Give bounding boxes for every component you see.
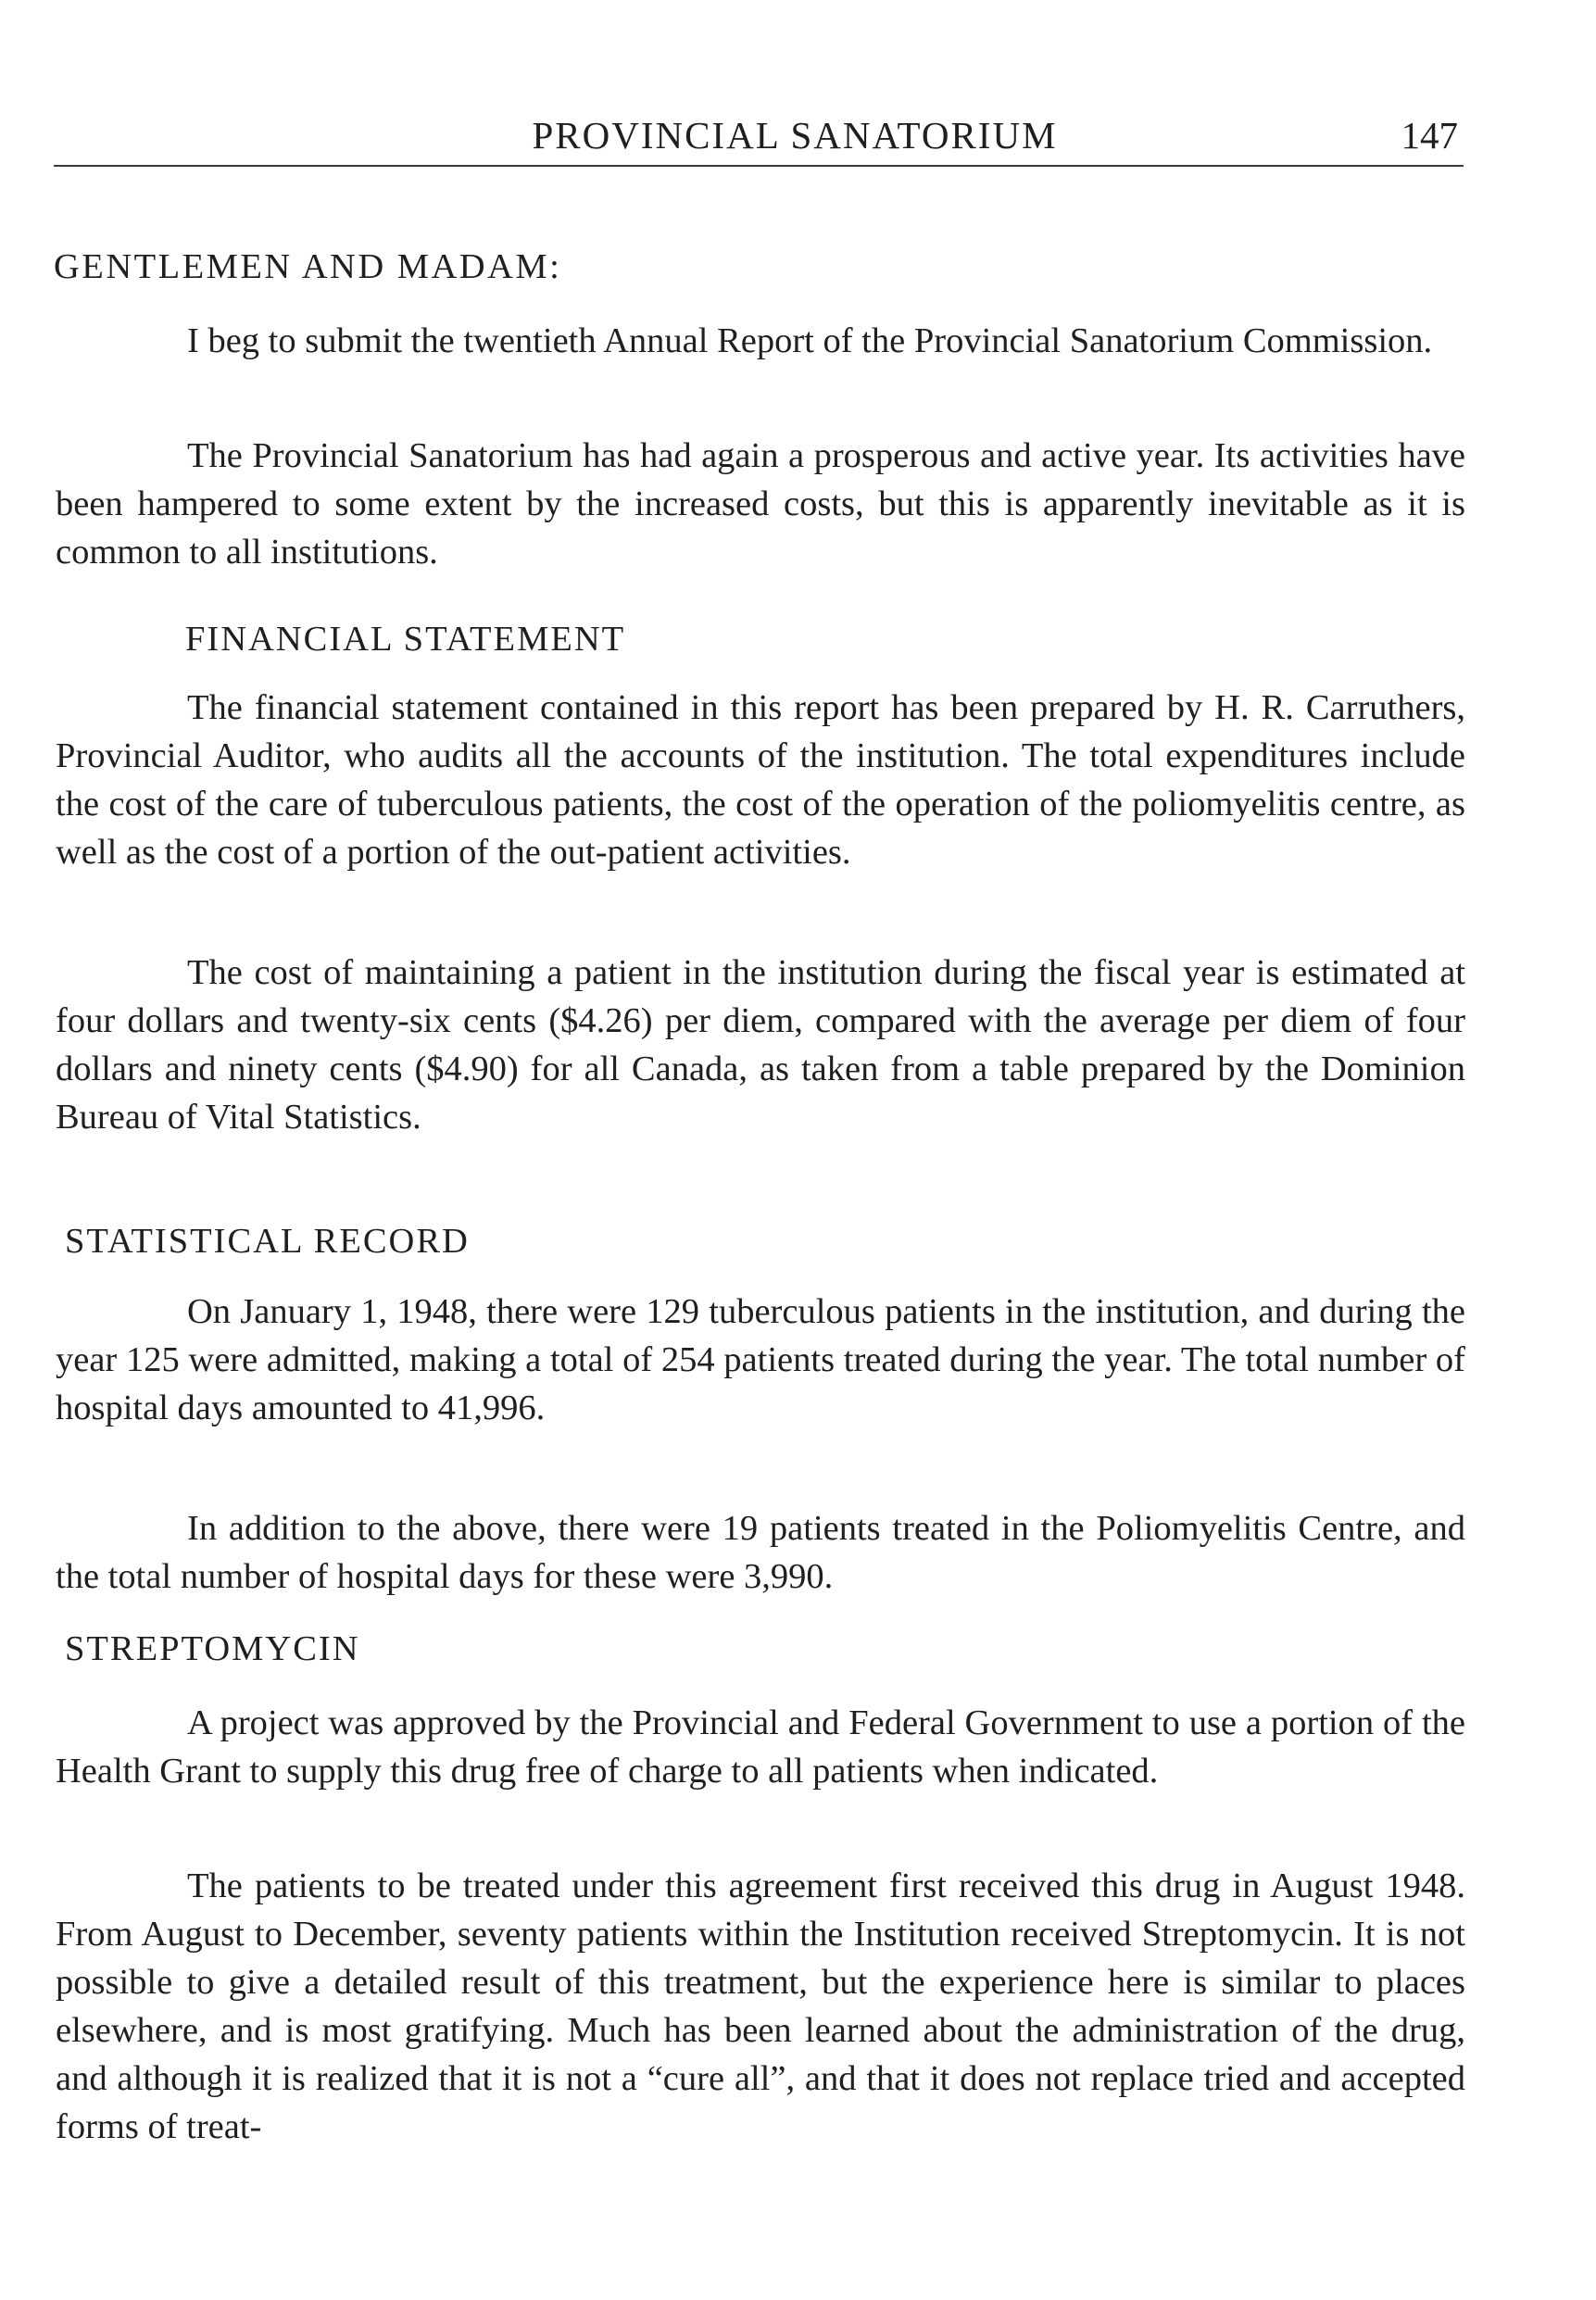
section-heading-statistical: STATISTICAL RECORD <box>65 1222 470 1261</box>
paragraph-patient-cost: The cost of maintaining a patient in the institution during the fiscal year is estimated at four dollars and twenty-six cents ($4.26) per diem, compared with the average per diem of four dollars and ninety cents ($4.90) for all Canada, as taken from a table prepared by the Dominion Bureau of Vital Statistics. <box>56 953 1465 1137</box>
paragraph-streptomycin-results: The patients to be treated under this agreement first received this drug in August 1948. From August to December, seventy patients within the Institution received Streptomycin. It is not possible to give a detailed result of this treatment, but the experience here is similar to places elsewhere, and is most gratifying. Much has been learned about the administration of the drug, and although it is realized that it is not a “cure all”, and that it does not replace tried and accepted forms of treat- <box>56 1866 1465 2146</box>
section-heading-streptomycin: STREPTOMYCIN <box>65 1629 360 1668</box>
salutation: GENTLEMEN AND MADAM: <box>54 247 562 286</box>
paragraph-intro: I beg to submit the twentieth Annual Report of the Provincial Sanatorium Commission. <box>187 321 1433 360</box>
paragraph-polio-centre: In addition to the above, there were 19 patients treated in the Poliomyelitis Centre, and the total number of hospital days for these were 3,990. <box>56 1509 1465 1596</box>
paragraph-health-grant: A project was approved by the Provincial and Federal Government to use a portion of the Health Grant to supply this drug free of charge to all patients when indicated. <box>56 1703 1465 1791</box>
page-number: 147 <box>1401 114 1458 157</box>
section-heading-financial: FINANCIAL STATEMENT <box>185 620 626 659</box>
running-title: PROVINCIAL SANATORIUM <box>532 114 1058 157</box>
running-header <box>54 109 1464 167</box>
paragraph-year-summary: The Provincial Sanatorium has had again a prosperous and active year. Its activities have been hampered to some extent by the increased costs, but this is apparently inevitable as it is common to all institutions. <box>56 436 1465 572</box>
paragraph-financial-statement: The financial statement contained in this report has been prepared by H. R. Carruthers, Provincial Auditor, who audits all the accounts of the institution. The total expenditures include the cost of the care of tuberculous patients, the cost of the operation of the poliomyelitis centre, as well as the cost of a portion of the out-patient activities. <box>56 688 1465 872</box>
paragraph-patient-statistics: On January 1, 1948, there were 129 tuberculous patients in the institution, and during the year 125 were admitted, making a total of 254 patients treated during the year. The total number of hospital days amounted to 41,996. <box>56 1292 1465 1427</box>
